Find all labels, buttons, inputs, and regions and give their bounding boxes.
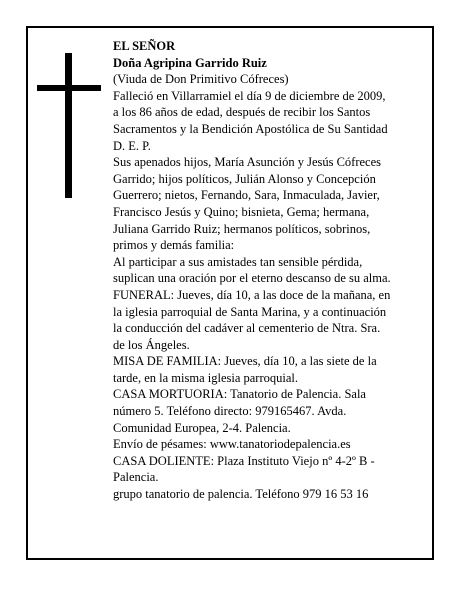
- condolences-info: Envío de pésames: www.tanatoriodepalencia.es: [113, 437, 351, 452]
- cross-vertical-bar: [65, 53, 72, 198]
- prayer-request: Al participar a sus amistades tan sensible pérdida, suplican una oración por el eterno descanso de su alma.: [113, 254, 391, 286]
- family-list: Sus apenados hijos, María Asunción y Jesús Cófreces Garrido; hijos políticos, Julián Alonso y Concepción Guerrero; nietos, Fernando, Sara, Inmaculada, Javier, Francisco Jesús y Quino; bisnieta, Gema; hermana, Juliana Garrido Ruiz; hermanos políticos, sobrinos, primos y demás familia:: [113, 155, 382, 253]
- notice-text: [113, 38, 413, 503]
- deceased-name: Doña Agripina Garrido Ruiz: [113, 55, 267, 70]
- home-info: CASA DOLIENTE: Plaza Instituto Viejo nº 4-2º B - Palencia.: [113, 453, 375, 485]
- widow-of: (Viuda de Don Primitivo Cófreces): [113, 72, 289, 87]
- death-details: Falleció en Villarramiel el día 9 de diciembre de 2009, a los 86 años de edad, después de recibir los Santos Sacramentos y la Bendición Apostólica de Su Santidad D. E. P.: [113, 88, 388, 153]
- mortuary-info: CASA MORTUORIA: Tanatorio de Palencia. Sala número 5. Teléfono directo: 979165467. Avda. Comunidad Europea, 2-4. Palencia.: [113, 387, 366, 435]
- footer-info: grupo tanatorio de palencia. Teléfono 979 16 53 16: [113, 487, 369, 502]
- funeral-info: FUNERAL: Jueves, día 10, a las doce de la mañana, en la iglesia parroquial de Santa Marina, y a continuación la conducción del cadáver al cementerio de Ntra. Sra. de los Ángeles.: [113, 287, 391, 352]
- family-mass-info: MISA DE FAMILIA: Jueves, día 10, a las siete de la tarde, en la misma iglesia parroquial.: [113, 354, 377, 385]
- cross-horizontal-bar: [37, 85, 101, 91]
- notice-heading: EL SEÑOR: [113, 39, 176, 53]
- cross-icon: [37, 53, 101, 198]
